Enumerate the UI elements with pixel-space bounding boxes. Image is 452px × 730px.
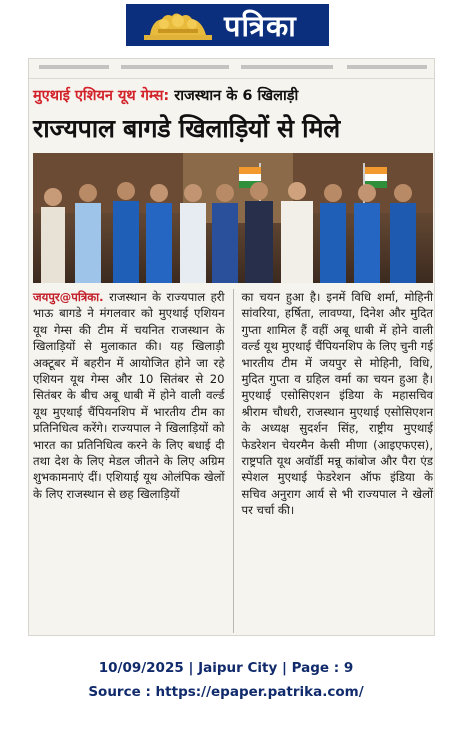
article-headline: राज्यपाल बागडे खिलाड़ियों से मिले [33, 114, 340, 143]
source-link[interactable]: Source : https://epaper.patrika.com/ [88, 684, 364, 700]
article-column-1-text: राजस्थान के राज्यपाल हरी भाऊ बागडे ने मंगलवार को मुएथाई एशियन यूथ गेम्स की टीम में चयनित राजस्थान के खिलाड़ियों से मुलाकात की। यह खिलाड़ी अक्टूबर में बहरीन में आयोजित होने जा रहे एशियन यूथ गेम्स और 10 सितंबर से 20 सितंबर के बीच अबू धाबी में होने वाली वर्ल्ड यूथ मुएथाई चैंपियनशिप में भारतीय टीम का प्रतिनिधित्व करेंगे। राज्यपाल ने खिलाड़ियों को भारत का प्रतिनिधित्व करने के लिए बधाई दी तथा देश के लिए मेडल जीतने के लिए अग्रिम शुभकामनाएं दीं। एशियाई यूथ ओलंपिक खेलों के लिए राजस्थान से छह खिलाड़ियों [33, 290, 225, 501]
lion-emblem-icon [140, 7, 216, 43]
group-photo-illustration [33, 153, 433, 283]
column-divider [233, 289, 234, 633]
edition-info: 10/09/2025 | Jaipur City | Page : 9 [98, 660, 354, 676]
article-column-2 [242, 289, 434, 633]
article-column-2-text: का चयन हुआ है। इनमें विधि शर्मा, मोहिनी सांवरिया, हर्षिता, लावण्या, दिनेश और मुदित गुप्ता शामिल हैं वहीं अबू धाबी में होने वाली वर्ल्ड यूथ मुएथाई चैंपियनशिप के लिए चुनी गई भारतीय टीम में जयपुर से मोहिनी, विधि, मुदित गुप्ता व ग्रहिल वर्मा का चयन हुआ है। मुएथाई एसोसिएशन इंडिया के महासचिव श्रीराम चौधरी, राजस्थान मुएथाई एसोसिएशन के अध्यक्ष सुदर्शन सिंह, राष्ट्रीय मुएथाई फेडरेशन चेयरमैन केसी मीणा (आइएफएस), राष्ट्रपति यूथ अवॉर्डी मन्नू कांबोज और पैरा एंड स्पेशल मुएथाई फेडरेशन ऑफ इंडिया के सचिव अनुराग आर्य से भी राज्यपाल ने खेलों पर चर्चा की। [241, 290, 434, 518]
kicker-black: राजस्थान के 6 खिलाड़ी [174, 88, 299, 104]
article-dateline: जयपुर@पत्रिका. [33, 290, 104, 304]
masthead-banner [126, 4, 329, 46]
article-column-1 [33, 289, 225, 633]
article-kicker [33, 85, 298, 105]
clipped-text-strip [29, 59, 434, 79]
masthead-brand: पत्रिका [224, 9, 297, 43]
article-body [33, 289, 433, 633]
news-clipping [28, 58, 435, 636]
article-photo [33, 153, 433, 283]
kicker-red: मुएथाई एशियन यूथ गेम्स: [33, 88, 170, 104]
